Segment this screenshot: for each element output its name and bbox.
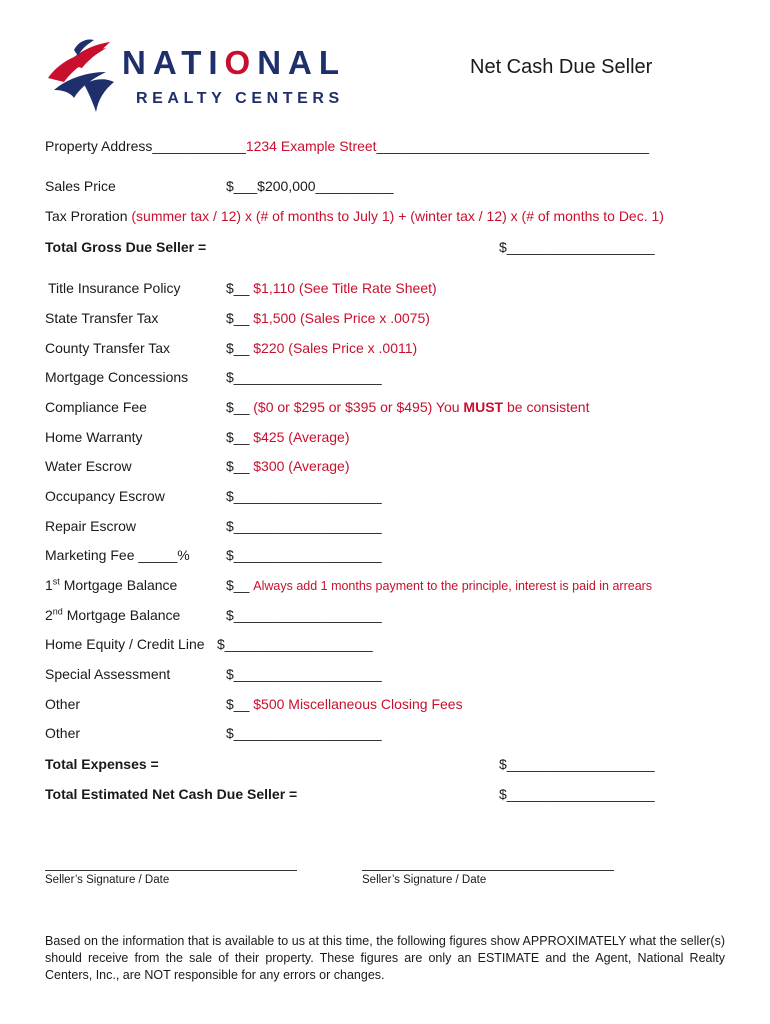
expense-label: County Transfer Tax	[45, 340, 171, 356]
expense-label: Compliance Fee	[45, 399, 147, 415]
logo-wordmark: NATIONAL	[122, 44, 347, 81]
expense-value: $__ $425 (Average)	[226, 429, 350, 445]
sales-price-dollar: $	[226, 178, 234, 194]
expense-value: $__ Always add 1 months payment to the principle, interest is paid in arrears	[226, 577, 653, 593]
sales-price-row	[226, 178, 393, 194]
expense-value: $___________________	[226, 666, 382, 682]
expense-value: $___________________	[226, 518, 382, 534]
sales-price-label: Sales Price	[45, 178, 116, 194]
property-address-row	[45, 138, 649, 154]
expense-value: $___________________	[226, 607, 382, 623]
expense-label: Other	[45, 725, 81, 741]
expense-label: Occupancy Escrow	[45, 488, 165, 504]
property-address-value: 1234 Example Street	[245, 138, 377, 154]
expense-label: Marketing Fee _____%	[45, 547, 190, 563]
signature-caption-right: Seller’s Signature / Date	[362, 874, 487, 886]
total-expenses-label: Total Expenses =	[45, 756, 159, 772]
tax-proration-formula: (summer tax / 12) x (# of months to July 1) + (winter tax / 12) x (# of months to Dec. 1)	[131, 208, 664, 224]
document-title: Net Cash Due Seller	[470, 56, 653, 78]
company-logo	[44, 38, 374, 116]
expense-value: $__ $1,500 (Sales Price x .0075)	[226, 310, 430, 326]
property-address-blank: ____________	[152, 138, 246, 154]
net-cash-label: Total Estimated Net Cash Due Seller =	[45, 786, 298, 802]
expense-value: $__ $500 Miscellaneous Closing Fees	[226, 696, 463, 712]
expense-label: Other	[45, 696, 81, 712]
expense-label: 2nd Mortgage Balance	[45, 606, 181, 623]
expense-label: Special Assessment	[45, 666, 171, 682]
expense-label: Water Escrow	[45, 458, 132, 474]
expense-value: $___________________	[226, 725, 382, 741]
signature-line-left	[45, 870, 297, 871]
tax-proration-row	[45, 208, 664, 224]
disclaimer-text: Based on the information that is available to us at this time, the following figures show APPROXIMATELY what the seller(s) should receive from the sale of their property. These figures are only an ESTIMATE and the Agent, National Realty Centers, Inc., are NOT responsible for any errors or changes.	[45, 934, 725, 982]
expense-value: $___________________	[226, 369, 382, 385]
expense-value: $__ ($0 or $295 or $395 or $495) You MUST be consistent	[226, 399, 590, 415]
property-address-label: Property Address	[45, 138, 153, 154]
property-address-blank-end: ___________________________________	[376, 138, 650, 154]
expense-label: Mortgage Concessions	[45, 369, 189, 385]
expense-label: Repair Escrow	[45, 518, 137, 534]
expense-label: 1st Mortgage Balance	[45, 576, 178, 593]
expense-value: $___________________	[226, 547, 382, 563]
total-gross-value: $___________________	[499, 239, 655, 255]
sales-price-value: ___$200,000__________	[233, 178, 394, 194]
expense-value: $__ $300 (Average)	[226, 458, 350, 474]
net-cash-value: $___________________	[499, 786, 655, 802]
expense-value: $___________________	[217, 636, 373, 652]
expense-value: $__ $220 (Sales Price x .0011)	[226, 340, 418, 356]
expense-value: $___________________	[226, 488, 382, 504]
expense-label: Title Insurance Policy	[48, 280, 181, 296]
expense-label: Home Warranty	[45, 429, 143, 445]
expense-label: Home Equity / Credit Line	[45, 636, 205, 652]
total-gross-label: Total Gross Due Seller =	[45, 239, 207, 255]
signature-caption-left: Seller’s Signature / Date	[45, 874, 170, 886]
logo-tagline: REALTY CENTERS	[136, 90, 344, 107]
signature-line-right	[362, 870, 614, 871]
tax-proration-label: Tax Proration	[45, 208, 128, 224]
logo-swoosh-icon	[44, 38, 116, 116]
total-expenses-value: $___________________	[499, 756, 655, 772]
expense-label: State Transfer Tax	[45, 310, 159, 326]
expense-value: $__ $1,110 (See Title Rate Sheet)	[226, 280, 437, 296]
